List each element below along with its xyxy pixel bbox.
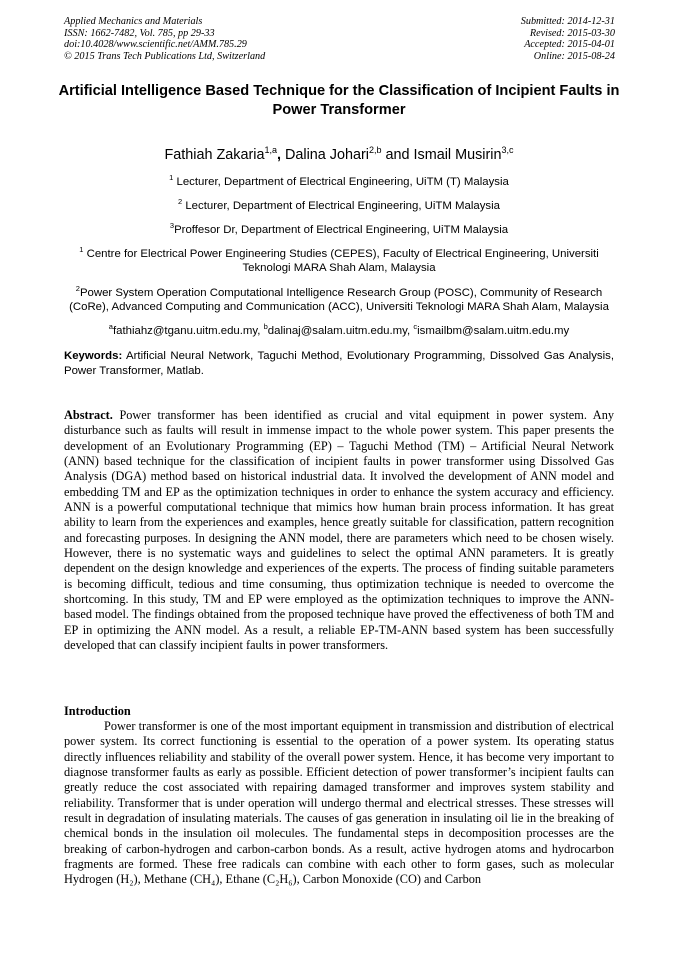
journal-header (64, 16, 265, 62)
author-superscript: 2,b (369, 145, 382, 155)
affiliation (55, 195, 623, 213)
affiliation (55, 219, 623, 237)
affiliation-superscript: 3 (169, 220, 175, 230)
abstract-text: Power transformer has been identified as crucial and vital equipment in power system. Any disturbance such as faults will result in immense impact to the whole power system. This paper presents the development of an Evolutionary Programming (EP) – Taguchi Method (TM) – Artificial Neural Network (ANN) based technique for the classification of incipient faults in power transformer using Dissolved Gas Analysis (DGA) method based on historical industrial data. It involved the development of ANN model and embedding TM and EP as the optimization techniques in order to enhance the system accuracy and efficiency. ANN is a powerful computational technique that mimics how human brain process information. It has great ability to learn from the experiences and examples, hence greatly suitable for classification, pattern recognition and forecasting purposes. In designing the ANN model, there are parameters which need to be chosen wisely. However, there is no systematic ways and guidelines to select the optimal ANN parameters. It is greatly dependent on the design knowledge and experiences of the experts. The process of finding suitable parameters is becoming difficult, tedious and time consuming, thus optimization technique is needed to overcome the shortcoming. In this study, TM and EP were employed as the optimization techniques to improve the ANN-based model. The findings obtained from the proposed technique have proved the effectiveness of both TM and EP in optimizing the ANN model. As a result, a reliable EP-TM-ANN based system has been successfully developed that can classify incipient faults in power transformers. (64, 408, 614, 653)
journal-copyright: © 2015 Trans Tech Publications Ltd, Switzerland (64, 50, 266, 62)
keywords-label: Keywords: (64, 350, 123, 362)
affiliation-text: Proffesor Dr, Department of Electrical Engineering, UiTM Malaysia (174, 223, 509, 236)
abstract (64, 408, 614, 654)
author-superscript: 3,c (501, 145, 514, 155)
paper-title: Artificial Intelligence Based Technique for the Classification of Incipient Faults in Power Transformer (58, 83, 620, 118)
affiliation-text: Centre for Electrical Power Engineering Studies (CEPES), Faculty of Electrical Engineering, Universiti Teknologi MARA Shah Alam, Malaysia (83, 247, 599, 275)
affiliations (55, 171, 623, 344)
introduction-text: Power transformer is one of the most important equipment in transmission and distribution of electrical power system. Its correct functioning is essential to the operation of a power system. Its operating status directly influences reliability and stability of the overall power system. Hence, it has become very important to diagnose transformer faults as early as possible. Efficient detection of power transformer’s incipient faults can greatly reduce the cost associated with repairing damaged transformer and improves system stability and reliability. Transformer that is under operation will undergo thermal and electrical stresses. These stresses will result in degradation of insulating materials. The causes of gas generation in insulating oil lie in the breaking of chemical bonds in the insulation oil molecules. The fundamental steps in decomposition processes are the breaking of carbon-hydrogen and carbon-carbon bonds. As a result, active hydrogen atoms and hydrocarbon fragments are formed. These free radicals can combine with each other to form gases, such as molecular Hydrogen (H₂), Methane (CH₄), Ethane (C₂H₆), Carbon Monoxide (CO) and Carbon (64, 719, 614, 887)
email-superscript: b (263, 322, 268, 332)
author-separator: , (277, 146, 285, 163)
submission-dates (521, 16, 615, 62)
affiliation (55, 171, 623, 189)
affiliation-superscript: 2 (75, 283, 80, 293)
online-date: Online: 2015-08-24 (533, 50, 615, 62)
author-name: Fathiah Zakaria (164, 146, 265, 163)
accepted-date: Accepted: 2015-04-01 (524, 39, 615, 51)
email-list (55, 320, 623, 338)
author-name: Dalina Johari (285, 146, 369, 163)
affiliation-superscript: 1 (79, 244, 84, 254)
email-link[interactable]: fathiahz@tganu.uitm.edu.my, (112, 324, 264, 337)
affiliation-superscript: 1 (169, 173, 174, 182)
author-list (0, 141, 678, 164)
affiliation-text: Lecturer, Department of Electrical Engineering, UiTM Malaysia (182, 199, 500, 212)
keywords-text: Artificial Neural Network, Taguchi Method, Evolutionary Programming, Dissolved Gas Analysis, Power Transformer, Matlab. (64, 350, 614, 377)
revised-date: Revised: 2015-03-30 (529, 27, 615, 39)
affiliation-text: Power System Operation Computational Intelligence Research Group (POSC), Community of Research (CoRe), Advanced Computing and Communication (ACC), Universiti Teknologi MARA Shah Alam, Malaysia (69, 286, 609, 313)
introduction-heading: Introduction (64, 704, 131, 718)
author-superscript: 1,a (264, 145, 277, 155)
journal-issn: ISSN: 1662-7482, Vol. 785, pp 29-33 (64, 27, 215, 39)
email-link[interactable]: dalinaj@salam.uitm.edu.my, (267, 324, 414, 337)
email-superscript: a (108, 322, 113, 332)
affiliation-text: Lecturer, Department of Electrical Engineering, UiTM (T) Malaysia (173, 175, 509, 188)
journal-doi[interactable]: doi:10.4028/www.scientific.net/AMM.785.29 (64, 39, 247, 51)
submitted-date: Submitted: 2014-12-31 (520, 16, 615, 27)
abstract-label: Abstract. (64, 408, 113, 422)
journal-name: Applied Mechanics and Materials (64, 16, 203, 27)
affiliation (55, 282, 623, 315)
affiliation-superscript: 2 (178, 196, 183, 206)
email-superscript: c (413, 322, 418, 332)
affiliation (55, 243, 623, 276)
email-link[interactable]: ismailbm@salam.uitm.edu.my (417, 324, 570, 337)
author-separator: and (381, 146, 414, 163)
keywords (64, 349, 614, 378)
author-name: Ismail Musirin (413, 146, 502, 163)
